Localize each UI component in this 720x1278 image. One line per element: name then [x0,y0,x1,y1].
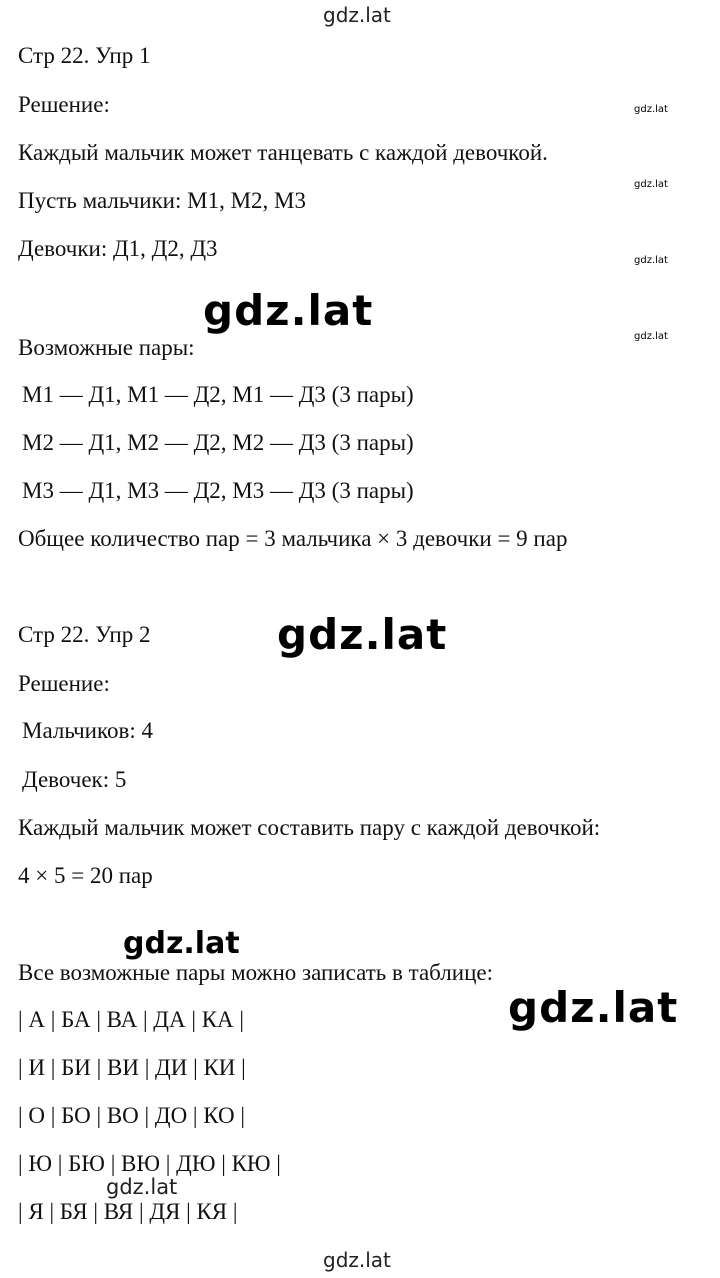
exercise-1-total: Общее количество пар = 3 мальчика × 3 девочки = 9 пар [18,526,568,551]
watermark-small: gdz.lat [634,255,668,266]
table-intro: Все возможные пары можно записать в таблице: [18,960,493,985]
watermark-bottom: gdz.lat [323,1248,391,1272]
exercise-1-line: Пусть мальчики: М1, М2, М3 [18,188,306,213]
exercise-2-statement: Каждый мальчик может составить пару с каждой девочкой: [18,815,601,840]
exercise-2-heading: Стр 22. Упр 2 [18,622,151,647]
watermark-small: gdz.lat [634,179,668,190]
pair-line: М2 — Д1, М2 — Д2, М2 — Д3 (3 пары) [22,430,414,455]
pair-line: М1 — Д1, М1 — Д2, М1 — Д3 (3 пары) [22,382,414,407]
table-row: | А | БА | ВА | ДА | КА | [18,1007,245,1032]
exercise-1-line: Возможные пары: [18,335,195,360]
pair-line: М3 — Д1, М3 — Д2, М3 — Д3 (3 пары) [22,478,414,503]
table-row: | Я | БЯ | ВЯ | ДЯ | КЯ | [18,1199,238,1224]
watermark-medium: gdz.lat [123,926,240,961]
exercise-1-solution-label: Решение: [18,92,110,117]
exercise-2-calc: 4 × 5 = 20 пар [18,863,153,888]
girls-count: Девочек: 5 [22,767,127,792]
watermark-small: gdz.lat [634,331,668,342]
watermark-top: gdz.lat [323,3,391,27]
watermark-big: gdz.lat [203,286,374,335]
watermark-small: gdz.lat [634,104,668,115]
watermark-footnote: gdz.lat [106,1175,178,1199]
exercise-1-heading: Стр 22. Упр 1 [18,43,151,68]
exercise-2-solution-label: Решение: [18,671,110,696]
watermark-big: gdz.lat [508,983,679,1032]
exercise-1-line: Девочки: Д1, Д2, Д3 [18,236,218,261]
table-row: | Ю | БЮ | ВЮ | ДЮ | КЮ | [18,1151,281,1176]
watermark-big: gdz.lat [277,610,448,659]
exercise-1-line: Каждый мальчик может танцевать с каждой девочкой. [18,140,548,165]
boys-count: Мальчиков: 4 [22,718,153,743]
table-row: | О | БО | ВО | ДО | КО | [18,1103,246,1128]
table-row: | И | БИ | ВИ | ДИ | КИ | [18,1055,246,1080]
